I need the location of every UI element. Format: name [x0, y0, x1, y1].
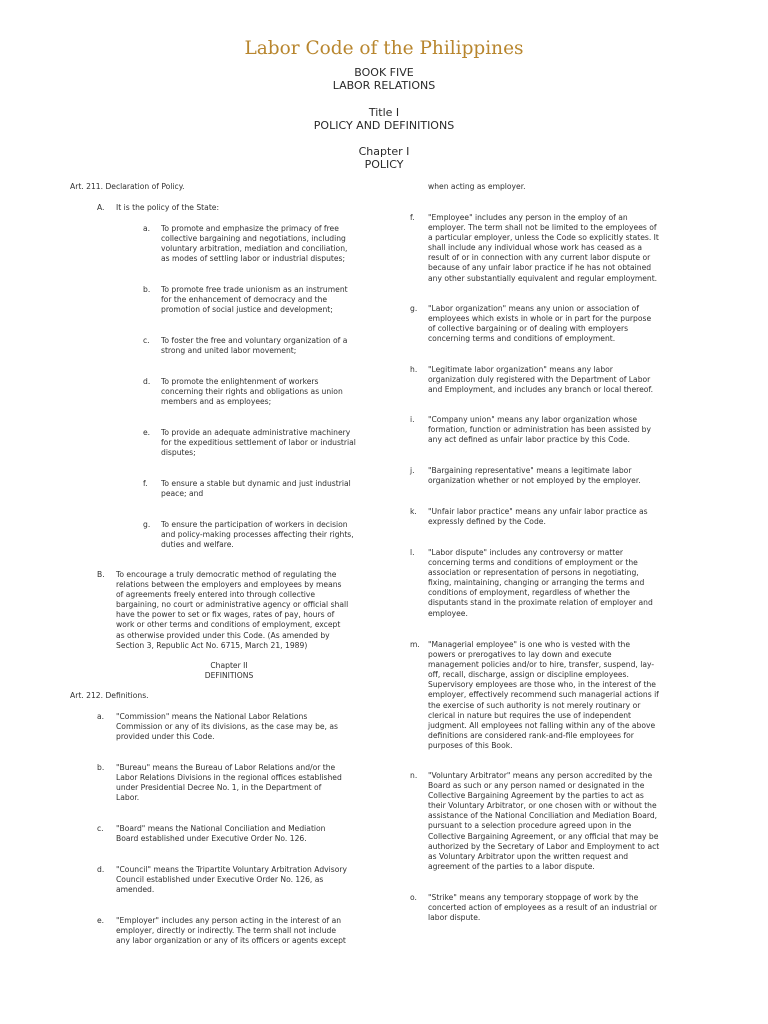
section-b-line: of agreements freely entered into through collective	[116, 590, 316, 600]
section-b-line: work or other terms and conditions of employment, except	[116, 620, 341, 630]
definition-item-line: association or representation of persons in negotiating,	[428, 568, 639, 578]
policy-item-marker: f.	[143, 479, 148, 488]
definition-item-line: "Bargaining representative" means a legitimate labor	[428, 466, 632, 475]
definition-item-line: employer, effectively recommend such managerial actions if	[428, 690, 659, 700]
policy-item-text	[161, 224, 347, 264]
definition-item-line: employer, directly or indirectly. The term shall not include	[116, 926, 337, 936]
definition-item-line: organization whether or not employed by the employer.	[428, 476, 641, 486]
definition-item-text	[428, 640, 659, 751]
definition-item-marker: j.	[410, 466, 415, 475]
definition-item-line: pursuant to a selection procedure agreed upon in the	[428, 821, 632, 831]
definition-item-text	[428, 507, 648, 527]
definition-item-line: clerical in nature but requires the use of independent	[428, 710, 632, 720]
section-b-line: Section 3, Republic Act No. 6715, March 21, 1989)	[116, 640, 308, 650]
chapter-heading	[0, 145, 768, 171]
definition-item-marker: i.	[410, 415, 415, 424]
title-number: Title I	[368, 106, 400, 119]
definition-item-line: expressly defined by the Code.	[428, 517, 546, 527]
section-a-text: It is the policy of the State:	[116, 203, 220, 212]
definition-item-line: agreement of the parties to a labor dispute.	[428, 861, 595, 871]
policy-item-line: members and as employees;	[161, 397, 272, 407]
policy-item-line: strong and united labor movement;	[161, 346, 297, 356]
policy-item-line: and policy-making processes affecting their rights,	[161, 530, 354, 540]
policy-item-text	[161, 520, 354, 550]
definition-item-marker: h.	[410, 365, 418, 374]
section-b-line: To encourage a truly democratic method of regulating the	[116, 570, 337, 579]
definition-item-line: Labor Relations Divisions in the regional offices established	[116, 773, 342, 783]
policy-item-line: for the enhancement of democracy and the	[161, 295, 328, 305]
definition-item-line: labor dispute.	[428, 913, 481, 923]
definition-item-marker: c.	[97, 824, 104, 833]
policy-item-line: disputes;	[161, 448, 196, 458]
section-b-line: have the power to set or fix wages, rates of pay, hours of	[116, 610, 335, 620]
definition-item-line: management policies and/or to hire, transfer, suspend, lay-	[428, 660, 655, 670]
title-heading	[0, 106, 768, 132]
section-b-marker: B.	[97, 570, 105, 579]
art212-heading: Art. 212. Definitions.	[70, 691, 149, 700]
definition-item-line: Board as such or any person named or designated in the	[428, 781, 645, 791]
definition-item-line: purposes of this Book.	[428, 740, 513, 750]
section-b-line: relations between the employers and employees by means	[116, 580, 342, 590]
policy-item-line: To foster the free and voluntary organization of a	[161, 336, 348, 345]
definition-item-line: result of or in connection with any current labor dispute or	[428, 253, 651, 263]
policy-item-line: duties and welfare.	[161, 540, 234, 550]
policy-item-line: peace; and	[161, 489, 204, 499]
definition-item-line: and Employment, and includes any branch or local thereof.	[428, 385, 653, 395]
definition-item-line: because of any unfair labor practice if he has not obtained	[428, 263, 652, 273]
definition-item-line: a particular employer, unless the Code so explicitly states. It	[428, 233, 659, 243]
title-name: POLICY AND DEFINITIONS	[313, 119, 455, 132]
definition-item-line: "Council" means the Tripartite Voluntary Arbitration Advisory	[116, 865, 347, 874]
definition-item-line: disputants stand in the proximate relation of employer and	[428, 598, 653, 608]
definition-item-marker: e.	[97, 916, 105, 925]
section-b-line: bargaining, no court or administrative agency or official shall	[116, 600, 349, 610]
chapter-number: Chapter I	[358, 145, 410, 158]
document-title: Labor Code of the Philippines	[244, 38, 524, 59]
definition-item-text	[428, 415, 651, 445]
definition-item-text	[428, 365, 653, 395]
definition-item-line: the exercise of such authority is not merely routinary or	[428, 700, 641, 710]
art211-heading: Art. 211. Declaration of Policy.	[70, 182, 185, 191]
definition-item-marker: f.	[410, 213, 415, 222]
section-b-text	[116, 570, 348, 651]
definition-item-text	[428, 548, 653, 619]
definition-item-line: "Employer" includes any person acting in the interest of an	[116, 916, 342, 925]
policy-item-marker: e.	[143, 428, 151, 437]
policy-item-line: for the expeditious settlement of labor or industrial	[161, 438, 356, 448]
policy-item-text	[161, 479, 351, 499]
definition-item-marker: m.	[410, 640, 420, 649]
policy-item-text	[161, 377, 343, 407]
definition-item-line: Supervisory employees are those who, in the interest of the	[428, 680, 656, 690]
definition-item-marker: k.	[410, 507, 417, 516]
definition-item-line: shall include any individual whose work has ceased as a	[428, 243, 643, 253]
definition-item-line: Commission or any of its divisions, as the case may be, as	[116, 722, 338, 732]
definition-item-line: assistance of the National Conciliation and Mediation Board,	[428, 811, 658, 821]
policy-item-line: collective bargaining and negotiations, including	[161, 234, 346, 244]
section-a-marker: A.	[97, 203, 105, 212]
definition-item-marker: n.	[410, 771, 418, 780]
definition-item-line: fixing, maintaining, changing or arranging the terms and	[428, 578, 645, 588]
policy-item-line: To provide an adequate administrative machinery	[161, 428, 351, 437]
policy-item-text	[161, 285, 348, 315]
definition-item-text	[116, 712, 338, 742]
book-number: BOOK FIVE	[354, 66, 414, 79]
definition-item-line: concerning terms and conditions of employment or the	[428, 558, 638, 568]
chapter2-heading	[70, 661, 388, 681]
definition-item-text	[428, 304, 651, 344]
definition-item-text	[428, 213, 659, 284]
definition-item-line: any act defined as unfair labor practice by this Code.	[428, 435, 630, 445]
definition-item-text	[116, 763, 342, 803]
employer-continuation: when acting as employer.	[428, 182, 526, 191]
policy-item-line: To promote the enlightenment of workers	[161, 377, 319, 386]
definition-item-line: authorized by the Secretary of Labor and Employment to act	[428, 841, 660, 851]
definition-item-text	[116, 865, 347, 895]
definition-item-marker: g.	[410, 304, 418, 313]
definition-item-marker: b.	[97, 763, 105, 772]
definition-item-line: "Managerial employee" is one who is vested with the	[428, 640, 631, 649]
definition-item-line: concerning terms and conditions of employment.	[428, 334, 616, 344]
definition-item-line: "Legitimate labor organization" means any labor	[428, 365, 613, 374]
definition-item-line: employer. The term shall not be limited to the employees of	[428, 223, 657, 233]
definition-item-text	[428, 466, 641, 486]
definition-item-line: "Board" means the National Conciliation and Mediation	[116, 824, 326, 833]
book-name: LABOR RELATIONS	[332, 79, 436, 92]
definition-item-line: Labor.	[116, 793, 140, 803]
definition-item-line: "Employee" includes any person in the employ of an	[428, 213, 628, 222]
policy-item-line: as modes of settling labor or industrial disputes;	[161, 254, 346, 264]
policy-item-marker: c.	[143, 336, 150, 345]
definition-item-line: formation, function or administration has been assisted by	[428, 425, 651, 435]
policy-item-line: voluntary arbitration, mediation and conciliation,	[161, 244, 348, 254]
definition-item-line: under Presidential Decree No. 1, in the Department of	[116, 783, 322, 793]
definition-item-line: amended.	[116, 885, 155, 895]
definition-item-line: Board established under Executive Order No. 126.	[116, 834, 307, 844]
definition-item-line: provided under this Code.	[116, 732, 215, 742]
definition-item-line: concerted action of employees as a result of an industrial or	[428, 903, 658, 913]
policy-item-line: To promote and emphasize the primacy of free	[161, 224, 339, 233]
definition-item-line: Council established under Executive Order No. 126, as	[116, 875, 324, 885]
definition-item-line: as Voluntary Arbitrator upon the written request and	[428, 851, 629, 861]
policy-item-marker: d.	[143, 377, 151, 386]
definition-item-text	[116, 824, 326, 844]
definition-item-line: of collective bargaining or of dealing with employers	[428, 324, 629, 334]
definition-item-line: Collective Bargaining Agreement by the parties to act as	[428, 791, 644, 801]
policy-item-line: To ensure a stable but dynamic and just industrial	[161, 479, 351, 488]
definition-item-line: employees which exists in whole or in part for the purpose	[428, 314, 652, 324]
section-b-line: as otherwise provided under this Code. (As amended by	[116, 630, 330, 640]
definition-item-line: "Labor organization" means any union or association of	[428, 304, 640, 313]
definition-item-text	[428, 893, 657, 923]
policy-item-line: concerning their rights and obligations as union	[161, 387, 343, 397]
definition-item-line: "Company union" means any labor organization whose	[428, 415, 638, 424]
definition-item-line: definitions are considered rank-and-file employees for	[428, 730, 634, 740]
definition-item-line: powers or prerogatives to lay down and execute	[428, 650, 612, 660]
definition-item-line: Collective Bargaining Agreement, or any official that may be	[428, 831, 659, 841]
definition-item-line: "Bureau" means the Bureau of Labor Relations and/or the	[116, 763, 336, 772]
policy-item-marker: b.	[143, 285, 151, 294]
policy-item-text	[161, 336, 347, 356]
definition-item-marker: d.	[97, 865, 105, 874]
definition-item-marker: o.	[410, 893, 417, 902]
book-heading	[0, 66, 768, 92]
definition-item-line: conditions of employment, regardless of whether the	[428, 588, 630, 598]
policy-item-marker: g.	[143, 520, 151, 529]
definition-item-line: "Commission" means the National Labor Relations	[116, 712, 308, 721]
definition-item-line: "Voluntary Arbitrator" means any person accredited by the	[428, 771, 653, 780]
definition-item-line: "Unfair labor practice" means any unfair labor practice as	[428, 507, 648, 516]
policy-item-line: To ensure the participation of workers in decision	[161, 520, 348, 529]
definition-item-line: off, recall, discharge, assign or discipline employees.	[428, 670, 629, 680]
policy-item-line: promotion of social justice and development;	[161, 305, 333, 315]
definition-item-line: any labor organization or any of its officers or agents except	[116, 936, 346, 946]
definition-item-text	[428, 771, 659, 872]
definition-item-line: any other substantially equivalent and regular employment.	[428, 273, 658, 283]
definition-item-line: their Voluntary Arbitrator, or one chosen with or without the	[428, 801, 657, 811]
definition-item-marker: a.	[97, 712, 105, 721]
policy-item-text	[161, 428, 356, 458]
chapter2-number: Chapter II	[210, 661, 248, 670]
chapter-name: POLICY	[364, 158, 404, 171]
definition-item-line: judgment. All employees not falling within any of the above	[428, 720, 656, 730]
chapter2-name: DEFINITIONS	[204, 671, 254, 681]
definition-item-line: "Labor dispute" includes any controversy or matter	[428, 548, 624, 557]
definition-item-line: organization duly registered with the Department of Labor	[428, 375, 651, 385]
policy-item-marker: a.	[143, 224, 151, 233]
policy-item-line: To promote free trade unionism as an instrument	[161, 285, 348, 294]
definition-item-marker: l.	[410, 548, 415, 557]
definition-item-line: "Strike" means any temporary stoppage of work by the	[428, 893, 639, 902]
definition-item-line: employee.	[428, 608, 468, 618]
definition-item-text	[116, 916, 346, 946]
